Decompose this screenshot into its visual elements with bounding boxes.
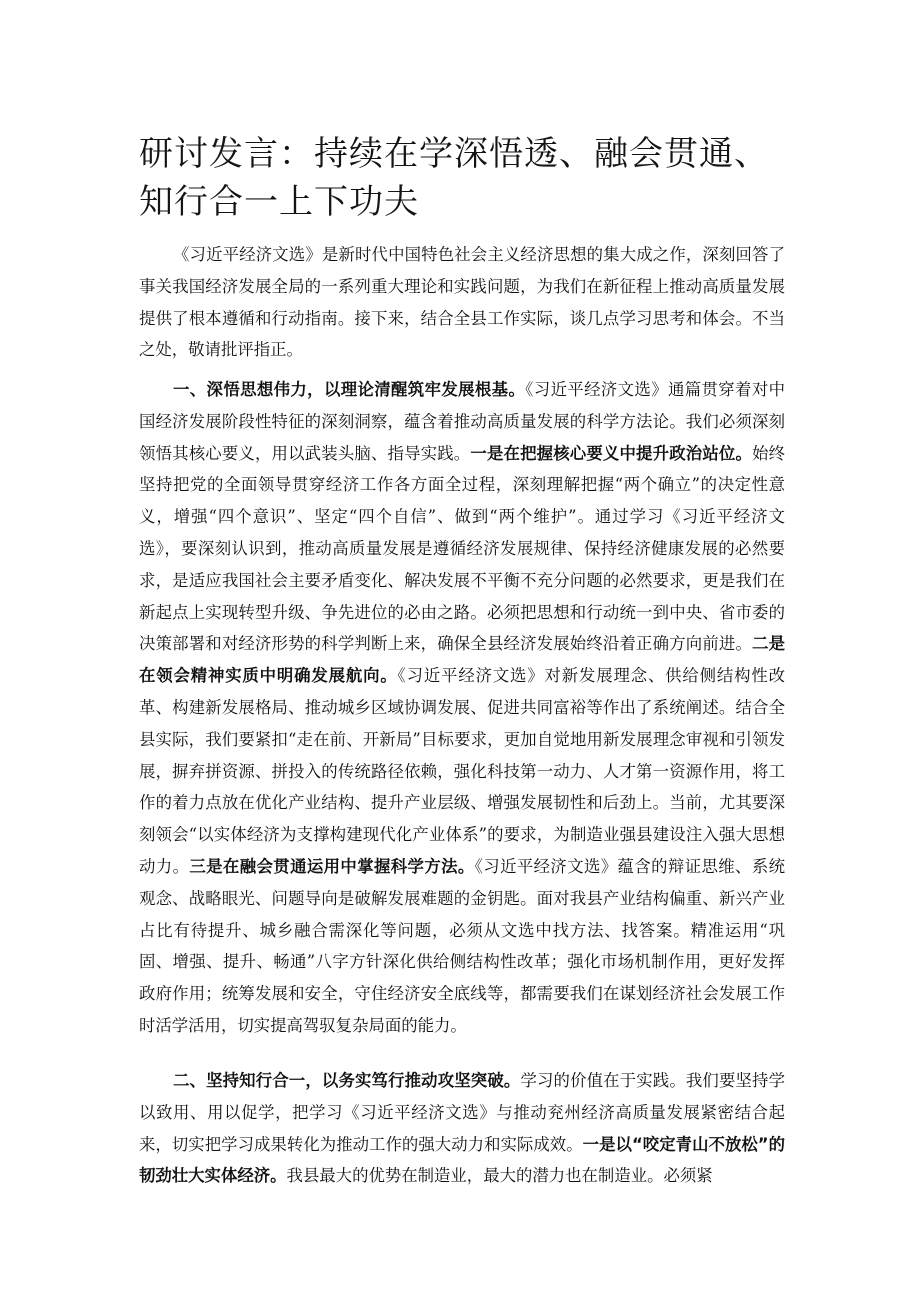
page-title: 研讨发言：持续在学深悟透、融会贯通、知行合一上下功夫 [139, 134, 769, 222]
section-2-point-1-text: 我县最大的优势在制造业，最大的潜力也在制造业。必须紧 [286, 1166, 713, 1186]
section-1-point-2: 二是在领会精神实质中明确发展航向。 [139, 634, 786, 686]
section-1-heading: 一、深悟思想伟力，以理论清醒筑牢发展根基。 [173, 380, 526, 399]
section-1-point-3-text: 《习近平经济文选》蕴含的辩证思维、系统观念、战略眼光、问题导向是破解发展难题的金钥匙。面对我县产业结构偏重、新兴产业占比有待提升、城乡融合需深化等问题，必须从文选中找方法、找答案。精准运用“巩固、增强、提升、畅通”八字方针深化供给侧结构性改革；强化市场机制作用，更好发挥政府作用；统筹发展和安全，守住经济安全底线等，都需要我们在谋划经济社会发展工作时活学活用，切实提高驾驭复杂局面的能力。 [139, 856, 786, 1035]
intro-paragraph: 《习近平经济文选》是新时代中国特色社会主义经济思想的集大成之作，深刻回答了事关我国经济发展全局的一系列重大理论和实践问题，为我们在新征程上推动高质量发展提供了根本遵循和行动指南。接下来，结合全县工作实际，谈几点学习思考和体会。不当之处，敬请批评指正。 [139, 245, 785, 360]
section-1-point-1: 一是在把握核心要义中提升政治站位。 [470, 443, 753, 463]
section-1-point-2-text: 《习近平经济文选》对新发展理念、供给侧结构性改革、构建新发展格局、推动城乡区域协调发展、促进共同富裕等作出了系统阐述。结合全县实际，我们要紧扣“走在前、开新局”目标要求，更加自觉地用新发展理念审视和引领发展，摒弃拼资源、拼投入的传统路径依赖，强化科技第一动力、人才第一资源作用，将工作的着力点放在优化产业结构、提升产业层级、增强发展韧性和后劲上。当前，尤其要深刻领会“以实体经济为支撑构建现代化产业体系”的要求，为制造业强县建设注入强大思想动力。 [139, 666, 785, 876]
section-1-text: 《习近平经济文选》通篇贯穿着对中国经济发展阶段性特征的深刻洞察，蕴含着推动高质量发展的科学方法论。我们必须深刻领悟其核心要义，用以武装头脑、指导实践。 [139, 380, 785, 463]
section-1-paragraph [139, 374, 785, 1042]
section-2-paragraph [139, 1065, 785, 1192]
section-2-text: 学习的价值在于实践。我们要坚持学以致用、用以促学，把学习《习近平经济文选》与推动兖州经济高质量发展紧密结合起来，切实把学习成果转化为推动工作的强大动力和实际成效。 [139, 1071, 785, 1154]
section-1-point-1-text: 始终坚持把党的全面领导贯穿经济工作各方面全过程，深刻理解把握“两个确立”的决定性意义，增强“四个意识”、坚定“四个自信”、做到“两个维护”。通过学习《习近平经济文选》，要深刻认识到，推动高质量发展是遵循经济发展规律、保持经济健康发展的必然要求，是适应我国社会主要矛盾变化、解决发展不平衡不充分问题的必然要求，更是我们在新起点上实现转型升级、争先进位的必由之路。必须把思想和行动统一到中央、省市委的决策部署和对经济形势的科学判断上来，确保全县经济发展始终沿着正确方向前进。 [139, 443, 786, 654]
section-1-point-3: 三是在融会贯通运用中掌握科学方法。 [189, 856, 475, 876]
section-2-heading: 二、坚持知行合一，以务实笃行推动攻坚突破。 [173, 1071, 521, 1090]
section-2-point-1: 一是以“咬定青山不放松”的韧劲壮大实体经济。 [139, 1134, 786, 1186]
